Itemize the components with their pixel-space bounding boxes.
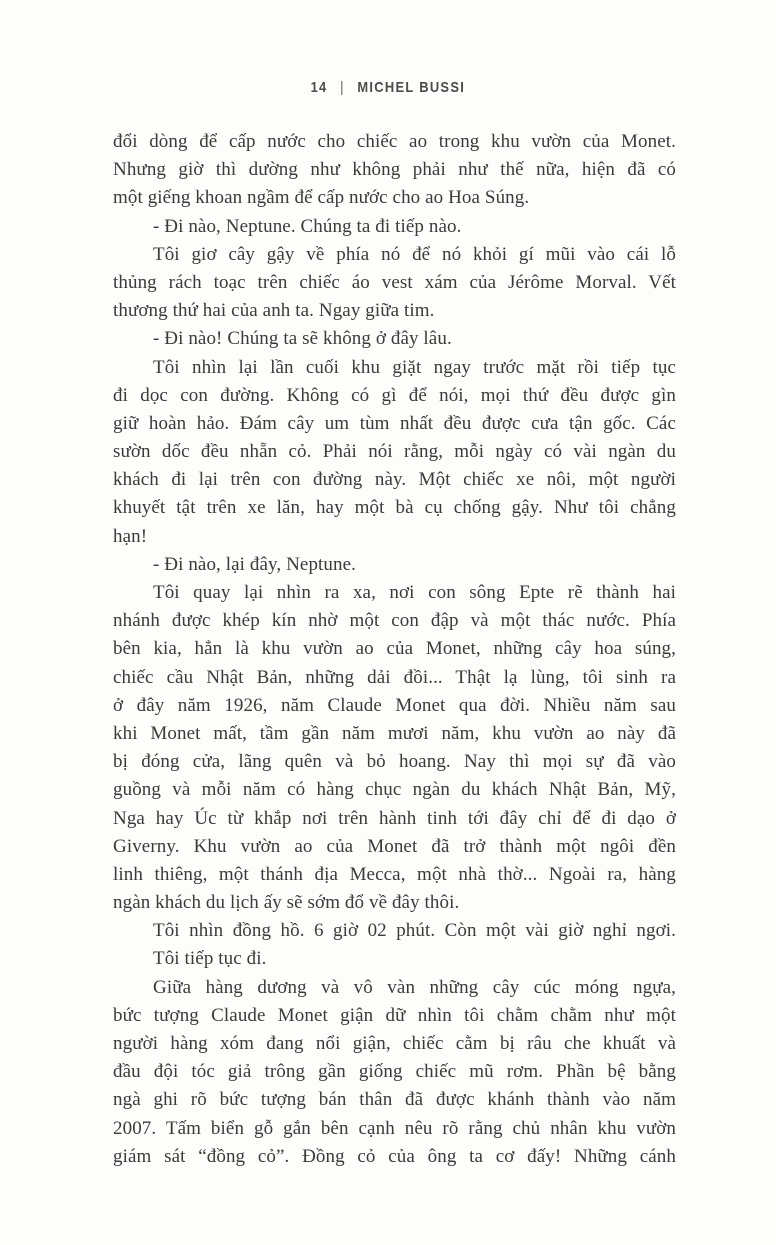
text-line: thủng rách toạc trên chiếc áo vest xám của Jérôme Morval. Vết xyxy=(113,271,676,293)
text-line: khuyết tật trên xe lăn, hay một bà cụ chống gậy. Như tôi chẳng xyxy=(113,497,676,519)
text-line: đầu đội tóc giả trông gần giống chiếc mũ rơm. Phần bệ bằng xyxy=(113,1061,676,1083)
text-line: Tôi nhìn đồng hồ. 6 giờ 02 phút. Còn một vài giờ nghỉ ngơi. xyxy=(153,920,676,942)
text-line: hạn! xyxy=(113,525,148,547)
text-line: giữ hoàn hảo. Đám cây um tùm nhất đều được cưa tận gốc. Các xyxy=(113,412,676,434)
text-line: Tôi nhìn lại lần cuối khu giặt ngay trước mặt rồi tiếp tục xyxy=(153,356,676,378)
text-line: khi Monet mất, tầm gần năm mươi năm, khu vườn ao này đã xyxy=(113,722,676,744)
text-line: Nga hay Úc từ khắp nơi trên hành tinh tới đây chỉ để đi dạo ở xyxy=(113,807,676,829)
text-line: đổi dòng để cấp nước cho chiếc ao trong khu vườn của Monet. xyxy=(113,131,676,152)
text-line: Tôi tiếp tục đi. xyxy=(153,948,267,970)
page-number: 14 xyxy=(310,79,328,96)
running-header xyxy=(0,79,776,96)
text-line: khách đi lại trên con đường này. Một chiếc xe nôi, một người xyxy=(113,469,676,491)
text-body xyxy=(113,128,676,1171)
author-name: MICHEL BUSSI xyxy=(357,79,466,96)
text-line: bức tượng Claude Monet giận dữ nhìn tôi chằm chằm như một xyxy=(113,1004,676,1026)
text-line: ở đây năm 1926, năm Claude Monet qua đời. Nhiều năm sau xyxy=(113,694,676,716)
text-line: sườn dốc đều nhẵn cỏ. Phải nói rằng, mỗi ngày có vài ngàn du xyxy=(113,441,676,463)
text-line: chiếc cầu Nhật Bản, những dải đồi... Thật lạ lùng, tôi sinh ra xyxy=(113,666,676,688)
text-line: - Đi nào, Neptune. Chúng ta đi tiếp nào. xyxy=(153,215,462,237)
text-line: người hàng xóm đang nổi giận, chiếc cằm bị râu che khuất và xyxy=(113,1033,676,1054)
text-line: 2007. Tấm biển gỗ gắn bên cạnh nêu rõ rằng chủ nhân khu vườn xyxy=(113,1117,676,1139)
text-line: đi dọc con đường. Không có gì để nói, mọi thứ đều được gìn xyxy=(113,384,676,406)
text-line: Nhưng giờ thì dường như không phải như thế nữa, hiện đã có xyxy=(113,159,676,181)
text-line: ngàn khách du lịch ấy sẽ sớm đổ về đây thôi. xyxy=(113,892,460,914)
text-line: một giếng khoan ngầm để cấp nước cho ao Hoa Súng. xyxy=(113,187,530,209)
text-line: ngà ghi rõ bức tượng bán thân đã được khánh thành vào năm xyxy=(113,1089,676,1111)
text-line: giám sát “đồng cỏ”. Đồng cỏ của ông ta cơ đấy! Những cánh xyxy=(113,1145,676,1167)
text-line: thương thứ hai của anh ta. Ngay giữa tim. xyxy=(113,300,435,322)
header-separator: | xyxy=(340,79,345,96)
text-line: bị đóng cửa, lãng quên và bỏ hoang. Nay thì mọi sự đã vào xyxy=(113,751,676,773)
text-line: Tôi giơ cây gậy về phía nó để nó khỏi gí mũi vào cái lỗ xyxy=(153,243,676,265)
text-line: guồng và mỗi năm có hàng chục ngàn du khách Nhật Bản, Mỹ, xyxy=(113,779,676,801)
text-line: - Đi nào! Chúng ta sẽ không ở đây lâu. xyxy=(153,328,452,350)
text-line: linh thiêng, một thánh địa Mecca, một nhà thờ... Ngoài ra, hàng xyxy=(113,863,676,885)
text-line: nhánh được khép kín nhờ một con đập và một thác nước. Phía xyxy=(113,610,676,632)
text-line: Giverny. Khu vườn ao của Monet đã trở thành một ngôi đền xyxy=(113,835,676,857)
running-header-text xyxy=(311,79,466,96)
text-line: Giữa hàng dương và vô vàn những cây cúc móng ngựa, xyxy=(153,976,676,998)
text-line: bên kia, hẳn là khu vườn ao của Monet, những cây hoa súng, xyxy=(113,638,676,660)
text-line: Tôi quay lại nhìn ra xa, nơi con sông Epte rẽ thành hai xyxy=(153,582,676,603)
text-line: - Đi nào, lại đây, Neptune. xyxy=(153,553,357,575)
